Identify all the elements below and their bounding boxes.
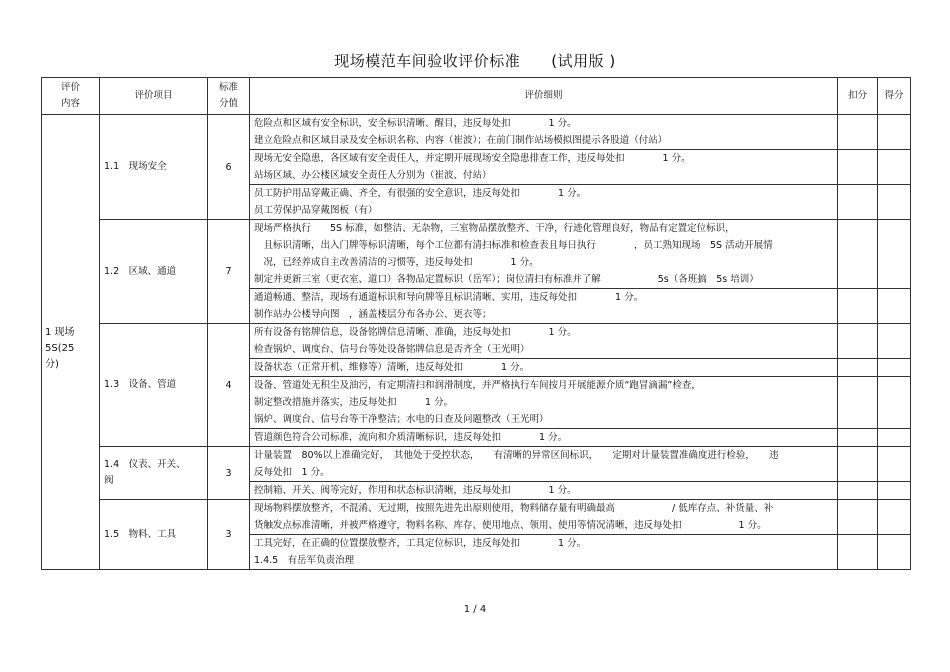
obtained-cell[interactable]: [878, 185, 911, 220]
header-row: [42, 78, 911, 115]
detail-cell: [250, 289, 838, 324]
obtained-cell[interactable]: [878, 535, 911, 570]
detail-line: 站场区域、办公楼区域安全责任人分别为（崔波、付站）: [254, 170, 492, 181]
detail-cell: [250, 535, 838, 570]
detail-line: 现场严格执行 5S 标准，如整洁、无杂物，三室物品摆放整齐、干净，行迹化管理良好，物品有定置定位标识，: [254, 223, 735, 234]
detail-line: 管道颜色符合公司标准，流向和介质清晰标识，违反每处扣 1 分。: [254, 432, 568, 443]
detail-line: 反每处扣 1 分。: [254, 467, 330, 478]
detail-line: 现场物料摆放整齐，不混淆、无过期，按照先进先出原则使用，物料储存量有明确最高 / 低库存点、补货量、补: [254, 503, 774, 514]
deduct-cell[interactable]: [838, 482, 878, 500]
table-row: [42, 447, 911, 482]
detail-line: 1.4.5 有岳军负责治理: [254, 555, 355, 566]
header-detail: 评价细则: [250, 78, 838, 115]
detail-line: 危险点和区域有安全标识，安全标识清晰、醒目，违反每处扣 1 分。: [254, 118, 577, 129]
obtained-cell[interactable]: [878, 359, 911, 377]
category-cell: 1 现场 5S(25 分): [42, 115, 100, 570]
detail-line: 检查锅炉、调度台、信号台等处设备铭牌信息是否齐全（王光明）: [254, 344, 530, 355]
score-cell: 3: [208, 500, 250, 570]
detail-line: 员工防护用品穿戴正确、齐全，有很强的安全意识，违反每处扣 1 分。: [254, 188, 587, 199]
deduct-cell[interactable]: [838, 289, 878, 324]
deduct-cell[interactable]: [838, 115, 878, 150]
score-cell: 4: [208, 324, 250, 447]
deduct-cell[interactable]: [838, 500, 878, 535]
table-row: [42, 220, 911, 289]
detail-cell: [250, 359, 838, 377]
item-cell: 1.1 现场安全: [100, 115, 208, 220]
obtained-cell[interactable]: [878, 115, 911, 150]
item-cell: 1.2 区域、通道: [100, 220, 208, 324]
detail-line: 工具完好，在正确的位置摆放整齐，工具定位标识，违反每处扣 1 分。: [254, 538, 587, 549]
header-deduct: 扣分: [838, 78, 878, 115]
detail-line: 现场无安全隐患，各区域有安全责任人，并定期开展现场安全隐患排查工作，违反每处扣 1 分。: [254, 153, 691, 164]
deduct-cell[interactable]: [838, 429, 878, 447]
obtained-cell[interactable]: [878, 150, 911, 185]
page-title: 现场模范车间验收评价标准 (试用版 ): [334, 52, 616, 70]
deduct-cell[interactable]: [838, 535, 878, 570]
detail-cell: [250, 429, 838, 447]
table-row: [42, 115, 911, 150]
obtained-cell[interactable]: [878, 324, 911, 359]
obtained-cell[interactable]: [878, 482, 911, 500]
header-score: 标准 分值: [208, 78, 250, 115]
detail-cell: [250, 220, 838, 289]
obtained-cell[interactable]: [878, 500, 911, 535]
deduct-cell[interactable]: [838, 324, 878, 359]
detail-line: 设备状态（正常开机、维修等）清晰，违反每处扣 1 分。: [254, 362, 530, 373]
detail-line: 设备、管道处无积尘及油污，有定期清扫和润滑制度，并严格执行车间按月开展能源介质“跑冒滴漏”检查，: [254, 380, 701, 391]
detail-cell: [250, 482, 838, 500]
score-cell: 6: [208, 115, 250, 220]
detail-line: 制作站办公楼导向图 ，涵盖楼层分布各办公、更衣等；: [254, 309, 492, 320]
detail-line: 货触发点标准清晰，并被严格遵守，物料名称、库存、使用地点、领用、使用等情况清晰，违反每处扣 1 分。: [254, 520, 767, 531]
detail-line: 通道畅通、整洁，现场有通道标识和导向牌等且标识清晰、实用，违反每处扣 1 分。: [254, 292, 644, 303]
detail-cell: [250, 447, 838, 482]
detail-cell: [250, 377, 838, 429]
header-content: 评价 内容: [42, 78, 100, 115]
detail-cell: [250, 115, 838, 150]
obtained-cell[interactable]: [878, 447, 911, 482]
deduct-cell[interactable]: [838, 220, 878, 289]
obtained-cell[interactable]: [878, 220, 911, 289]
header-item: 评价项目: [100, 78, 208, 115]
detail-cell: [250, 500, 838, 535]
detail-line: 控制箱、开关、阀等完好，作用和状态标识清晰，违反每处扣 1 分。: [254, 485, 577, 496]
deduct-cell[interactable]: [838, 447, 878, 482]
obtained-cell[interactable]: [878, 429, 911, 447]
detail-line: 锅炉、调度台、信号台等干净整洁；水电的日查及问题整改（王光明）: [254, 414, 549, 425]
detail-cell: [250, 185, 838, 220]
header-obtained: 得分: [878, 78, 911, 115]
table-row: [42, 324, 911, 359]
detail-cell: [250, 150, 838, 185]
item-cell: 1.5 物料、工具: [100, 500, 208, 570]
detail-line: 建立危险点和区域目录及安全标识名称、内容（崔波）；在前门制作站场模拟图提示各股道（付站）: [254, 135, 668, 146]
detail-line: 制定并更新三室（更衣室、道口）各物品定置标识（岳军）；岗位清扫有标准并了解 5s（各班搞 5s 培训）: [254, 274, 759, 285]
detail-line: 况，已经养成自主改善清洁的习惯等，违反每处扣 1 分。: [254, 257, 539, 268]
item-cell: 1.3 设备、管道: [100, 324, 208, 447]
table-row: [42, 500, 911, 535]
detail-line: 制定整改措施并落实，违反每处扣 1 分。: [254, 397, 454, 408]
deduct-cell[interactable]: [838, 377, 878, 429]
obtained-cell[interactable]: [878, 377, 911, 429]
evaluation-table: [41, 77, 911, 570]
detail-line: 且标识清晰，出入门牌等标识清晰，每个工位都有清扫标准和检查表且每日执行 ，员工熟知现场 5S 活动开展情: [254, 240, 773, 251]
score-cell: 7: [208, 220, 250, 324]
deduct-cell[interactable]: [838, 359, 878, 377]
detail-cell: [250, 324, 838, 359]
page-number: 1 / 4: [463, 604, 487, 615]
deduct-cell[interactable]: [838, 185, 878, 220]
detail-line: 计量装置 80%以上准确完好， 其他处于受控状态， 有清晰的异常区间标识， 定期对计量装置准确度进行检验， 违: [254, 450, 779, 461]
score-cell: 3: [208, 447, 250, 500]
detail-line: 员工劳保护品穿戴图板（有）: [254, 205, 378, 216]
item-cell: 1.4 仪表、开关、 阀: [100, 447, 208, 500]
obtained-cell[interactable]: [878, 289, 911, 324]
deduct-cell[interactable]: [838, 150, 878, 185]
detail-line: 所有设备有铭牌信息，设备铭牌信息清晰、准确，违反每处扣 1 分。: [254, 327, 577, 338]
